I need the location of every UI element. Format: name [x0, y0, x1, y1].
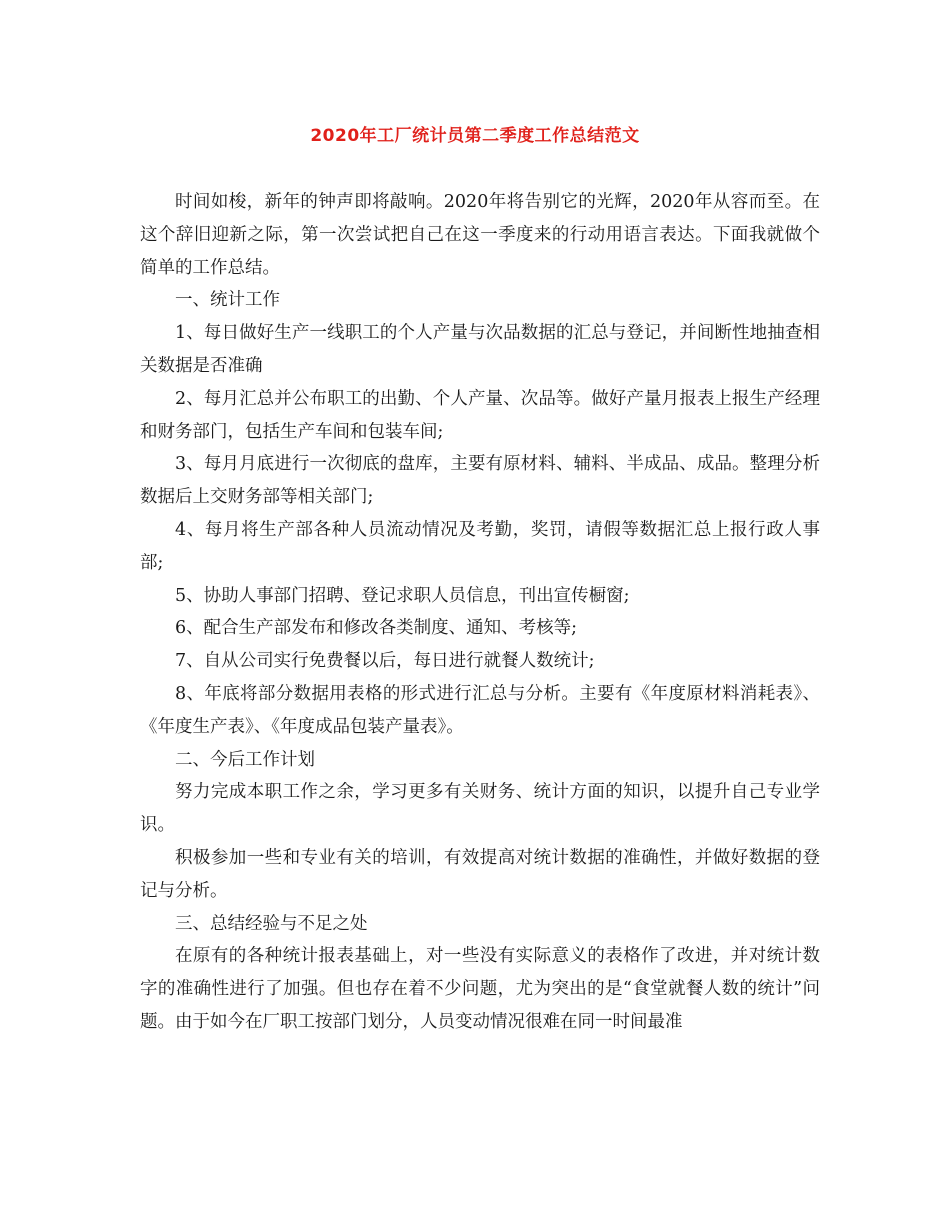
list-item-7: 7、自从公司实行免费餐以后，每日进行就餐人数统计; — [175, 651, 595, 672]
list-item-2: 2、每月汇总并公布职工的出勤、个人产量、次品等。做好产量月报表上报生产经理和财务部门，包括生产车间和包装车间; — [140, 388, 820, 442]
document-title: 2020年工厂统计员第二季度工作总结范文 — [310, 126, 640, 146]
paragraph-plan-training: 积极参加一些和专业有关的培训，有效提高对统计数据的准确性，并做好数据的登记与分析。 — [140, 847, 820, 901]
list-item-6: 6、配合生产部发布和修改各类制度、通知、考核等; — [175, 618, 578, 639]
section-heading-future-plan: 二、今后工作计划 — [175, 749, 315, 770]
list-item-8: 8、年底将部分数据用表格的形式进行汇总与分析。主要有《年度原材料消耗表》、《年度生产表》、《年度成品包装产量表》。 — [140, 683, 820, 737]
paragraph-summary: 在原有的各种统计报表基础上，对一些没有实际意义的表格作了改进，并对统计数字的准确性进行了加强。但也存在着不少问题，尤为突出的是“食堂就餐人数的统计”问题。由于如今在厂职工按部门划分，人员变动情况很难在同一时间最准 — [140, 946, 820, 1032]
list-item-3: 3、每月月底进行一次彻底的盘库，主要有原材料、辅料、半成品、成品。整理分析数据后上交财务部等相关部门; — [140, 454, 820, 508]
list-item-1: 1、每日做好生产一线职工的个人产量与次品数据的汇总与登记，并间断性地抽查相关数据是否准确 — [140, 323, 820, 376]
section-heading-summary: 三、总结经验与不足之处 — [175, 913, 368, 934]
paragraph-intro: 时间如梭，新年的钟声即将敲响。2020年将告别它的光辉，2020年从容而至。在这个辞旧迎新之际，第一次尝试把自己在这一季度来的行动用语言表达。下面我就做个简单的工作总结。 — [140, 192, 820, 278]
list-item-4: 4、每月将生产部各种人员流动情况及考勤，奖罚，请假等数据汇总上报行政人事部; — [140, 519, 820, 573]
section-heading-statistics-work: 一、统计工作 — [175, 290, 280, 311]
list-item-5: 5、协助人事部门招聘、登记求职人员信息，刊出宣传橱窗; — [175, 585, 630, 606]
document-body — [140, 186, 820, 1039]
paragraph-plan-study: 努力完成本职工作之余，学习更多有关财务、统计方面的知识，以提升自己专业学识。 — [140, 782, 820, 836]
